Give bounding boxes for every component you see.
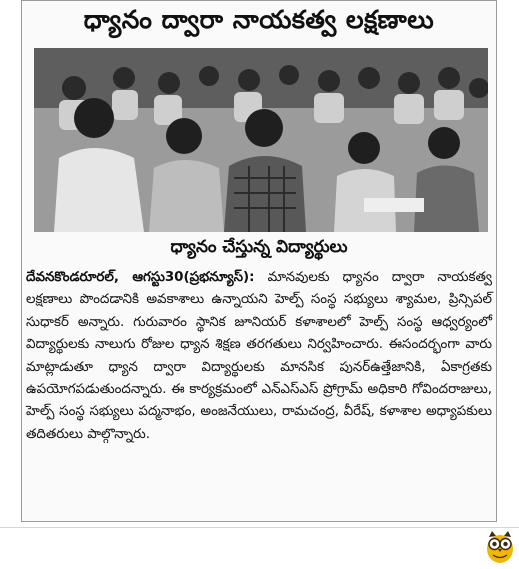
photo-caption: ధ్యానం చేస్తున్న విద్యార్థులు bbox=[170, 237, 348, 257]
footer-divider bbox=[0, 527, 519, 528]
dateline: దేవనకొండరూరల్, ఆగస్టు30(ప్రభన్యూస్): bbox=[26, 270, 255, 285]
headline: ధ్యానం ద్వారా నాయకత్వ లక్షణాలు bbox=[83, 5, 435, 34]
news-clipping bbox=[21, 0, 497, 522]
owl-icon bbox=[483, 527, 517, 565]
students-meditating-image bbox=[34, 48, 488, 232]
article-body bbox=[26, 267, 492, 446]
news-photo bbox=[34, 48, 488, 232]
article-text: మానవులకు ధ్యానం ద్వారా నాయకత్వ లక్షణాలు పొందడానికి అవకాశాలు ఉన్నాయని హెల్ప్ సంస్థ సభ్యులు శ్యామల, ప్రిన్సిపల్ సుధాకర్ అన్నారు. గురువారం స్థానిక జూనియర్ కళాశాలలో హెల్ప్ సంస్థ ఆధ్వర్యంలో విద్యార్థులకు నాలుగు రోజుల ధ్యాన శిక్షణ తరగతులు నిర్వహించారు. ఈసందర్భంగా వారు మాట్లాడుతూ ధ్యాన ద్వారా విద్యార్థులకు మానసిక పునర్ఉత్తేజానికి, ఏకాగ్రతకు ఉపయోగపడుతుందన్నారు. ఈ కార్యక్రమంలో ఎన్ఎస్ఎస్ ప్రోగ్రామ్ అధికారి గోవిందరాజులు, హెల్ప్ సంస్థ సభ్యులు పద్మనాభం, అంజనేయులు, రామచంద్ర, వీరేష్, కళాశాల అధ్యాపకులు తదితరులు పాల్గొన్నారు. bbox=[26, 270, 493, 442]
